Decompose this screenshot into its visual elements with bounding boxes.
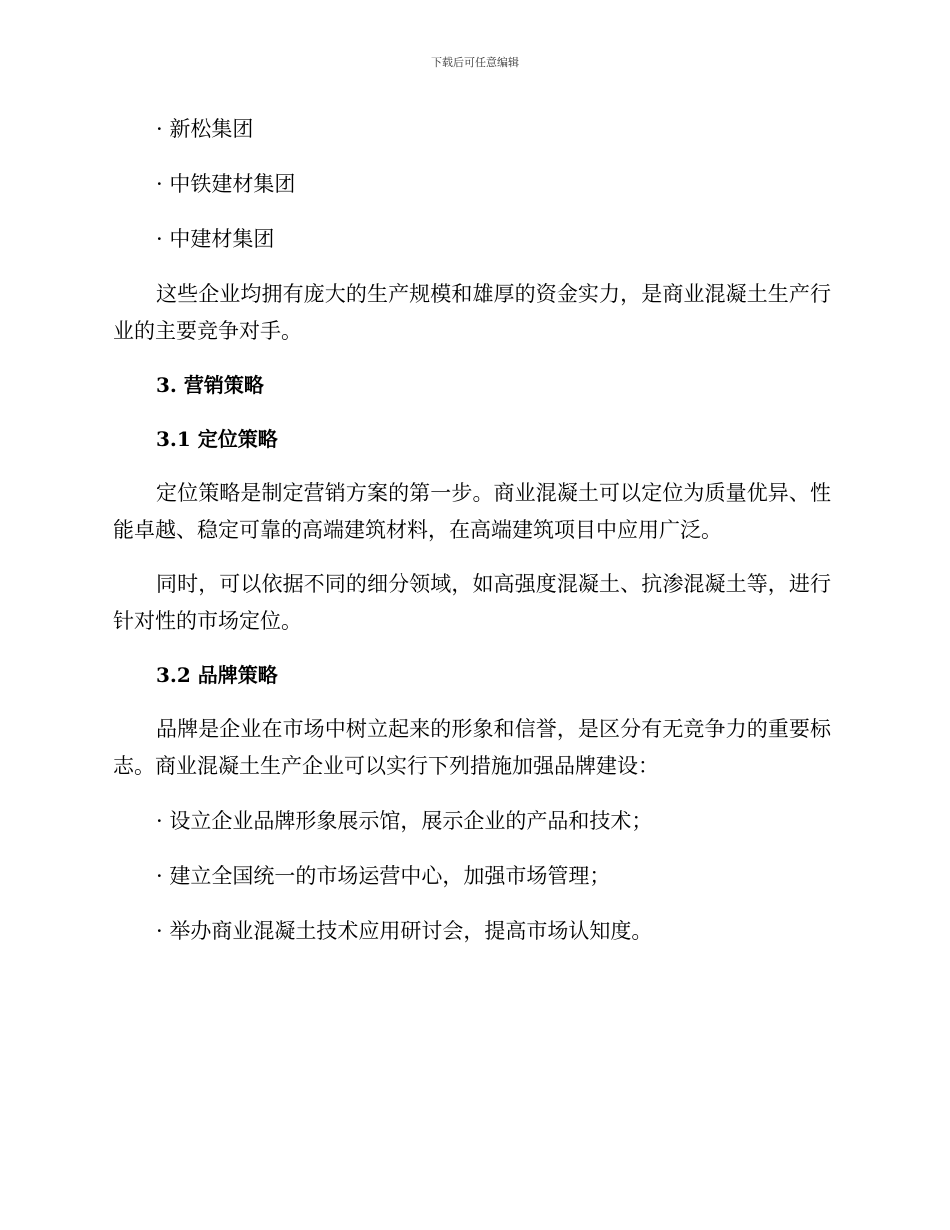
paragraph-positioning-1: 定位策略是制定营销方案的第一步。商业混凝土可以定位为质量优异、性能卓越、稳定可靠的高端建筑材料，在高端建筑项目中应用广泛。 — [113, 481, 831, 542]
list-item: · 新松集团 — [156, 117, 254, 141]
paragraph-competitors: 这些企业均拥有庞大的生产规模和雄厚的资金实力，是商业混凝土生产行业的主要竞争对手。 — [113, 282, 831, 343]
section-heading-positioning: 3.1 定位策略 — [156, 427, 278, 451]
paragraph-brand: 品牌是企业在市场中树立起来的形象和信誉，是区分有无竞争力的重要标志。商业混凝土生产企业可以实行下列措施加强品牌建设： — [113, 717, 831, 778]
list-item: · 中建材集团 — [156, 227, 275, 251]
page-content — [113, 111, 831, 950]
list-item: · 举办商业混凝土技术应用研讨会，提高市场认知度。 — [156, 919, 653, 943]
list-item: · 设立企业品牌形象展示馆，展示企业的产品和技术； — [156, 809, 653, 833]
list-item: · 建立全国统一的市场运营中心，加强市场管理； — [156, 864, 611, 888]
paragraph-positioning-2: 同时，可以依据不同的细分领域，如高强度混凝土、抗渗混凝土等，进行针对性的市场定位。 — [113, 572, 831, 633]
section-heading-marketing: 3. 营销策略 — [156, 373, 264, 397]
list-item: · 中铁建材集团 — [156, 172, 296, 196]
page-header: 下载后可任意编辑 — [431, 56, 519, 69]
section-heading-brand: 3.2 品牌策略 — [156, 663, 278, 687]
